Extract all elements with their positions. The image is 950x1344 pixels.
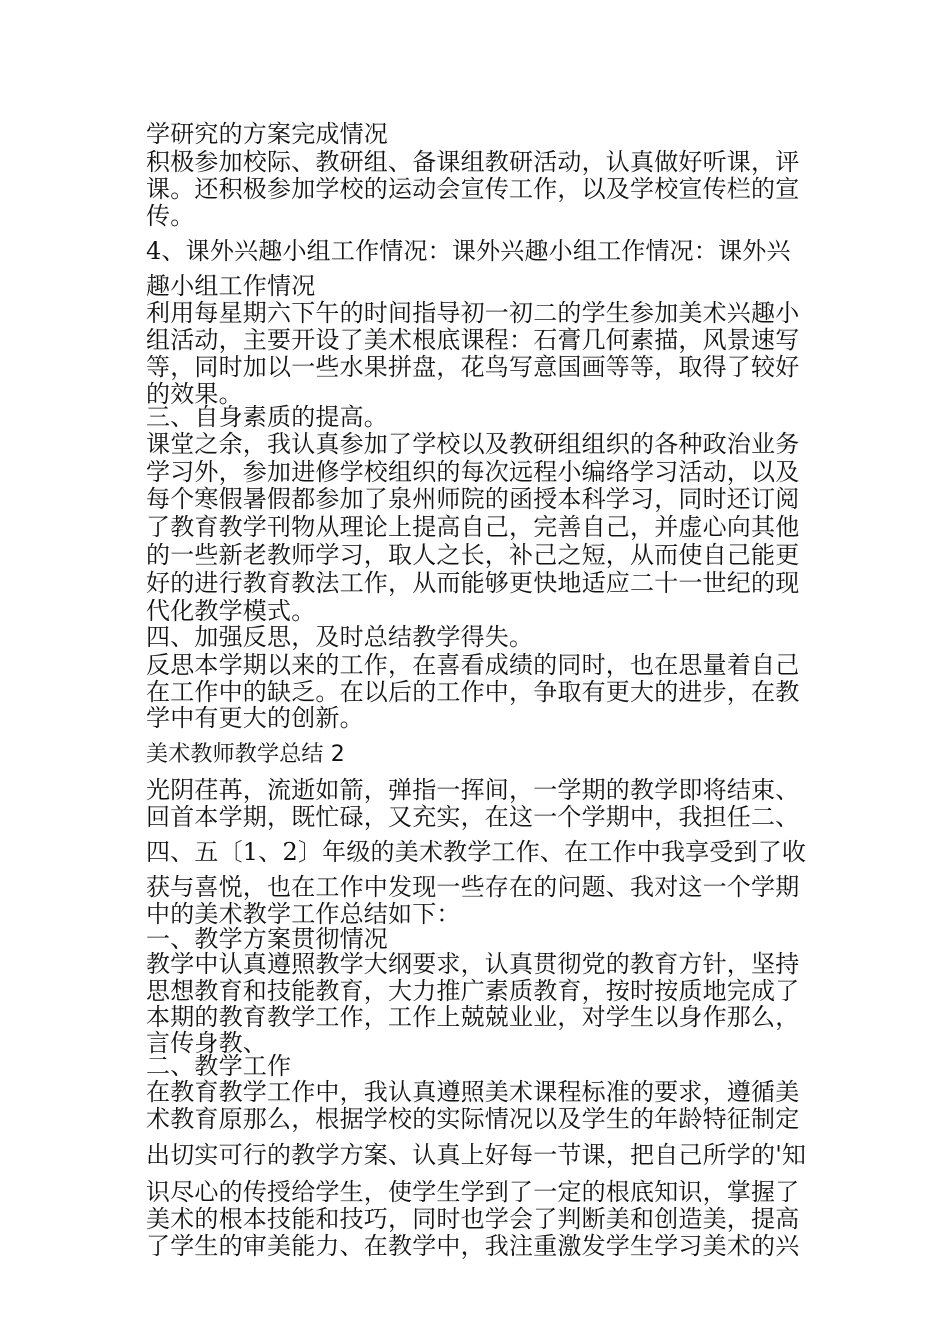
text-line: 言传身教、 [146,1029,267,1057]
text-line: 每个寒假暑假都参加了泉州师院的函授本科学习，同时还订阅 [146,485,800,513]
section-heading: 四、加强反思，及时总结教学得失。 [146,623,534,651]
text-line: 本期的教育教学工作，工作上兢兢业业，对学生以身作那么， [146,1003,800,1031]
text-line: 学习外，参加进修学校组织的每次远程小编络学习活动，以及 [146,458,800,486]
section-heading: 二、教学工作 [146,1052,292,1080]
text-line: 课堂之余，我认真参加了学校以及教研组组织的各种政治业务 [146,430,800,458]
text-line: 的效果。 [146,380,243,408]
text-line: 术教育原那么，根据学校的实际情况以及学生的年龄特征制定 [146,1105,800,1133]
section-heading: 三、自身素质的提高。 [146,403,388,431]
text-line: 美术的根本技能和技巧，同时也学会了判断美和创造美，提高 [146,1205,800,1233]
text-line: 组活动，主要开设了美术根底课程：石膏几何素描，风景速写 [146,326,800,354]
text-line: 出切实可行的教学方案、认真上好每一节课，把自己所学的'知 [146,1141,807,1169]
text-line: 学中有更大的创新。 [146,704,364,732]
text-line: 在教育教学工作中，我认真遵照美术课程标准的要求，遵循美 [146,1078,800,1106]
text-line: 中的美术教学工作总结如下： [146,900,461,928]
text-line: 光阴荏苒，流逝如箭，弹指一挥间，一学期的教学即将结束、 [146,776,800,804]
text-line: 的一些新老教师学习，取人之长，补己之短，从而使自己能更 [146,541,800,569]
document-title: 美术教师教学总结 2 [146,742,345,767]
text-line: 反思本学期以来的工作，在喜看成绩的同时，也在思量着自己 [146,651,800,679]
section-heading: 一、教学方案贯彻情况 [146,925,388,953]
text-line: 四、五〔1、2〕年级的美术教学工作、在工作中我享受到了收 [146,838,807,866]
text-line: 趣小组工作情况 [146,272,316,300]
text-line: 在工作中的缺乏。在以后的工作中，争取有更大的进步，在教 [146,678,800,706]
text-line: 等，同时加以一些水果拼盘，花鸟写意国画等等，取得了较好 [146,353,800,381]
text-line: 利用每星期六下午的时间指导初一初二的学生参加美术兴趣小 [146,299,800,327]
text-line: 识尽心的传授给学生，使学生学到了一定的根底知识，掌握了 [146,1178,800,1206]
text-line: 传。 [146,202,195,230]
text-line: 学研究的方案完成情况 [146,120,388,148]
text-line: 了学生的审美能力、在教学中，我注重激发学生学习美术的兴 [146,1232,800,1260]
text-line: 4、课外兴趣小组工作情况：课外兴趣小组工作情况：课外兴 [146,237,791,265]
text-line: 积极参加校际、教研组、备课组教研活动，认真做好听课，评 [146,148,800,176]
text-line: 思想教育和技能教育，大力推广素质教育，按时按质地完成了 [146,977,800,1005]
text-line: 课。还积极参加学校的运动会宣传工作，以及学校宣传栏的宣 [146,175,800,203]
text-line: 了教育教学刊物从理论上提高自己，完善自己，并虚心向其他 [146,513,800,541]
text-line: 回首本学期，既忙碌，又充实，在这一个学期中，我担任二、 [146,803,800,831]
text-line: 教学中认真遵照教学大纲要求，认真贯彻党的教育方针，坚持 [146,950,800,978]
text-line: 代化教学模式。 [146,597,316,625]
text-line: 好的进行教育教法工作，从而能够更快地适应二十一世纪的现 [146,569,800,597]
text-line: 获与喜悦，也在工作中发现一些存在的问题、我对这一个学期 [146,873,800,901]
